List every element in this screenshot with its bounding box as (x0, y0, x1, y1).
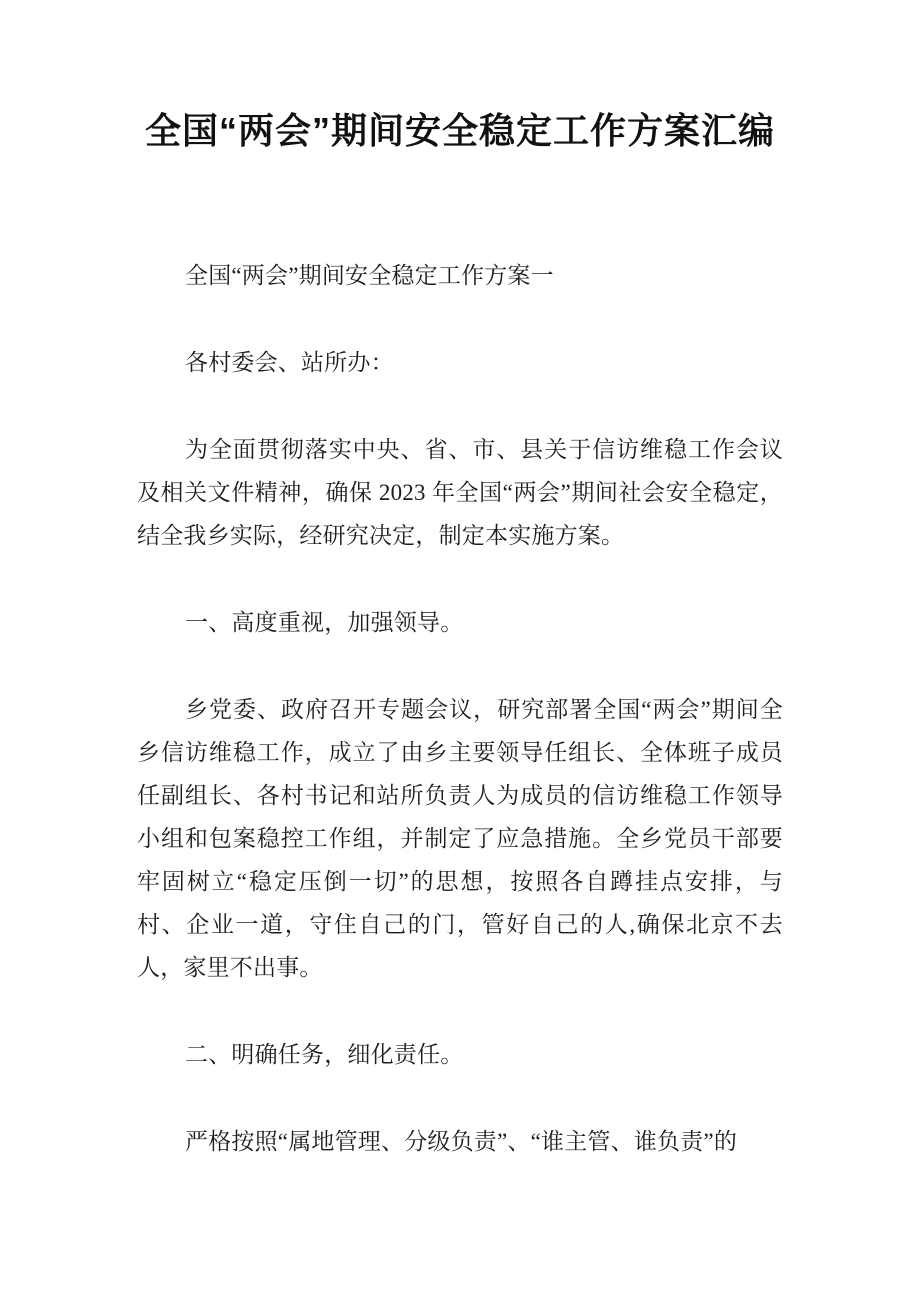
section-heading-2: 二、明确任务，细化责任。 (185, 1042, 464, 1067)
intro-paragraph: 为全面贯彻落实中央、省、市、县关于信访维稳工作会议及相关文件精神，确保 2023 年全国“两会”期间社会安全稳定，结全我乡实际，经研究决定，制定本实施方案。 (137, 437, 783, 548)
document-title: 全国“两会”期间安全稳定工作方案汇编 (144, 110, 775, 151)
plan-subtitle: 全国“两会”期间安全稳定工作方案一 (185, 263, 554, 288)
section-1-paragraph: 乡党委、政府召开专题会议，研究部署全国“两会”期间全乡信访维稳工作，成立了由乡主要领导任组长、全体班子成员任副组长、各村书记和站所负责人为成员的信访维稳工作领导小组和包案稳控工作组，并制定了应急措施。全乡党员干部要牢固树立“稳定压倒一切”的思想，按照各自蹲挂点安排，与村、企业一道，守住自己的门，管好自己的人,确保北京不去人，家里不出事。 (137, 697, 783, 980)
salutation-line: 各村委会、站所办： (185, 350, 394, 375)
section-2-paragraph: 严格按照“属地管理、分级负责”、“谁主管、谁负责”的 (185, 1129, 738, 1154)
section-heading-1: 一、高度重视，加强领导。 (185, 610, 464, 635)
